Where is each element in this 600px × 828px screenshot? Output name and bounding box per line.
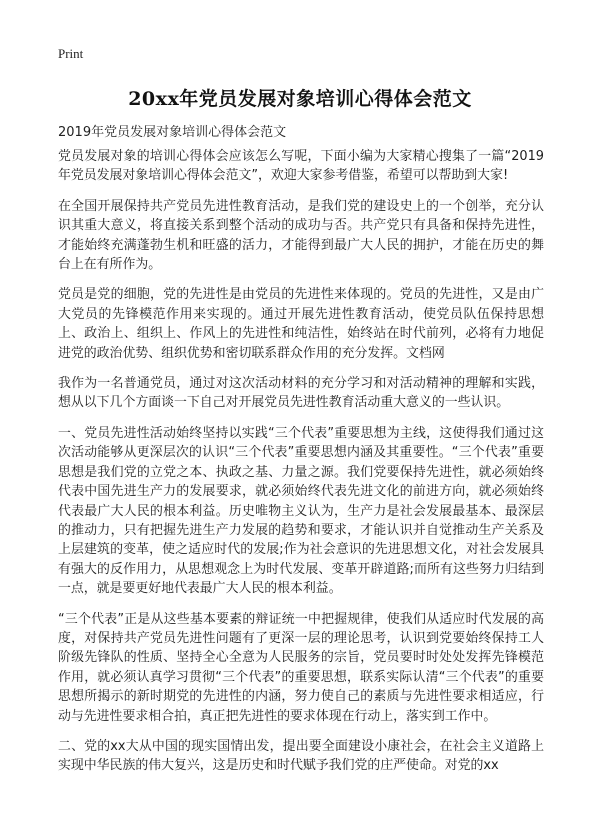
paragraph-section-two: 二、党的xx大从中国的现实国情出发，提出要全面建设小康社会，在社会主义道路上实现中华民族的伟大复兴，这是历史和时代赋予我们党的庄严使命。对党的xx: [58, 738, 544, 774]
paragraph: “三个代表”正是从这些基本要素的辩证统一中把握规律，使我们从适应时代发展的高度，对保持共产党员先进性问题有了更深一层的理论思考，认识到党要始终保持工人阶级先锋队的性质、坚持全心全意为人民服务的宗旨，党员要时时处处发挥先锋模范作用，就必须认真学习贯彻“三个代表”的重要思想，联系实际认清“三个代表”的重要思想所揭示的新时期党的先进性的内涵，努力使自己的素质与先进性要求相适应，行动与先进性要求相合拍，真正把先进性的要求体现在行动上，落实到工作中。: [58, 611, 544, 724]
paragraph: 党员是党的细胞，党的先进性是由党员的先进性来体现的。党员的先进性，又是由广大党员的先锋模范作用来实现的。通过开展先进性教育活动，使党员队伍保持思想上、政治上、组织上、作风上的先进性和纯洁性，始终站在时代前列，必将有力地促进党的政治优势、组织优势和密切联系群众作用的充分发挥。文档网: [58, 287, 544, 361]
document-subtitle: 2019年党员发展对象培训心得体会范文: [58, 125, 287, 140]
document-body: [58, 147, 544, 787]
document-title: 20xx年党员发展对象培训心得体会范文: [128, 88, 472, 110]
paragraph: 在全国开展保持共产党员先进性教育活动，是我们党的建设史上的一个创举，充分认识其重大意义，将直接关系到整个活动的成功与否。共产党只有具备和保持先进性，才能始终充满蓬勃生机和旺盛的活力，才能得到最广大人民的拥护，才能在历史的舞台上在有所作为。: [58, 198, 544, 273]
paragraph-section-one: 一、党员先进性活动始终坚持以实践“三个代表”重要思想为主线，这使得我们通过这次活动能够从更深层次的认识“三个代表”重要思想内涵及其重要性。“三个代表”重要思想是我们党的立党之本、执政之基、力量之源。我们党要保持先进性，就必须始终代表中国先进生产力的发展要求，就必须始终代表先进文化的前进方向，就必须始终代表最广大人民的根本利益。历史唯物主义认为，生产力是社会发展最基本、最深层的推动力，只有把握先进生产力发展的趋势和要求，才能认识并自觉推动生产关系及上层建筑的变革，使之适应时代的发展;作为社会意识的先进思想文化，对社会发展具有强大的反作用力，从思想观念上为时代发展、变革开辟道路;而所有这些努力归结到一点，就是要更好地代表最广大人民的根本利益。: [58, 425, 544, 597]
paragraph: 我作为一名普通党员，通过对这次活动材料的充分学习和对活动精神的理解和实践，想从以下几个方面谈一下自己对开展党员先进性教育活动重大意义的一些认识。: [58, 376, 544, 411]
print-label[interactable]: Print: [58, 46, 84, 61]
paragraph-intro: 党员发展对象的培训心得体会应该怎么写呢，下面小编为大家精心搜集了一篇“2019年党员发展对象培训心得体会范文”，欢迎大家参考借鉴，希望可以帮助到大家!: [58, 149, 544, 184]
